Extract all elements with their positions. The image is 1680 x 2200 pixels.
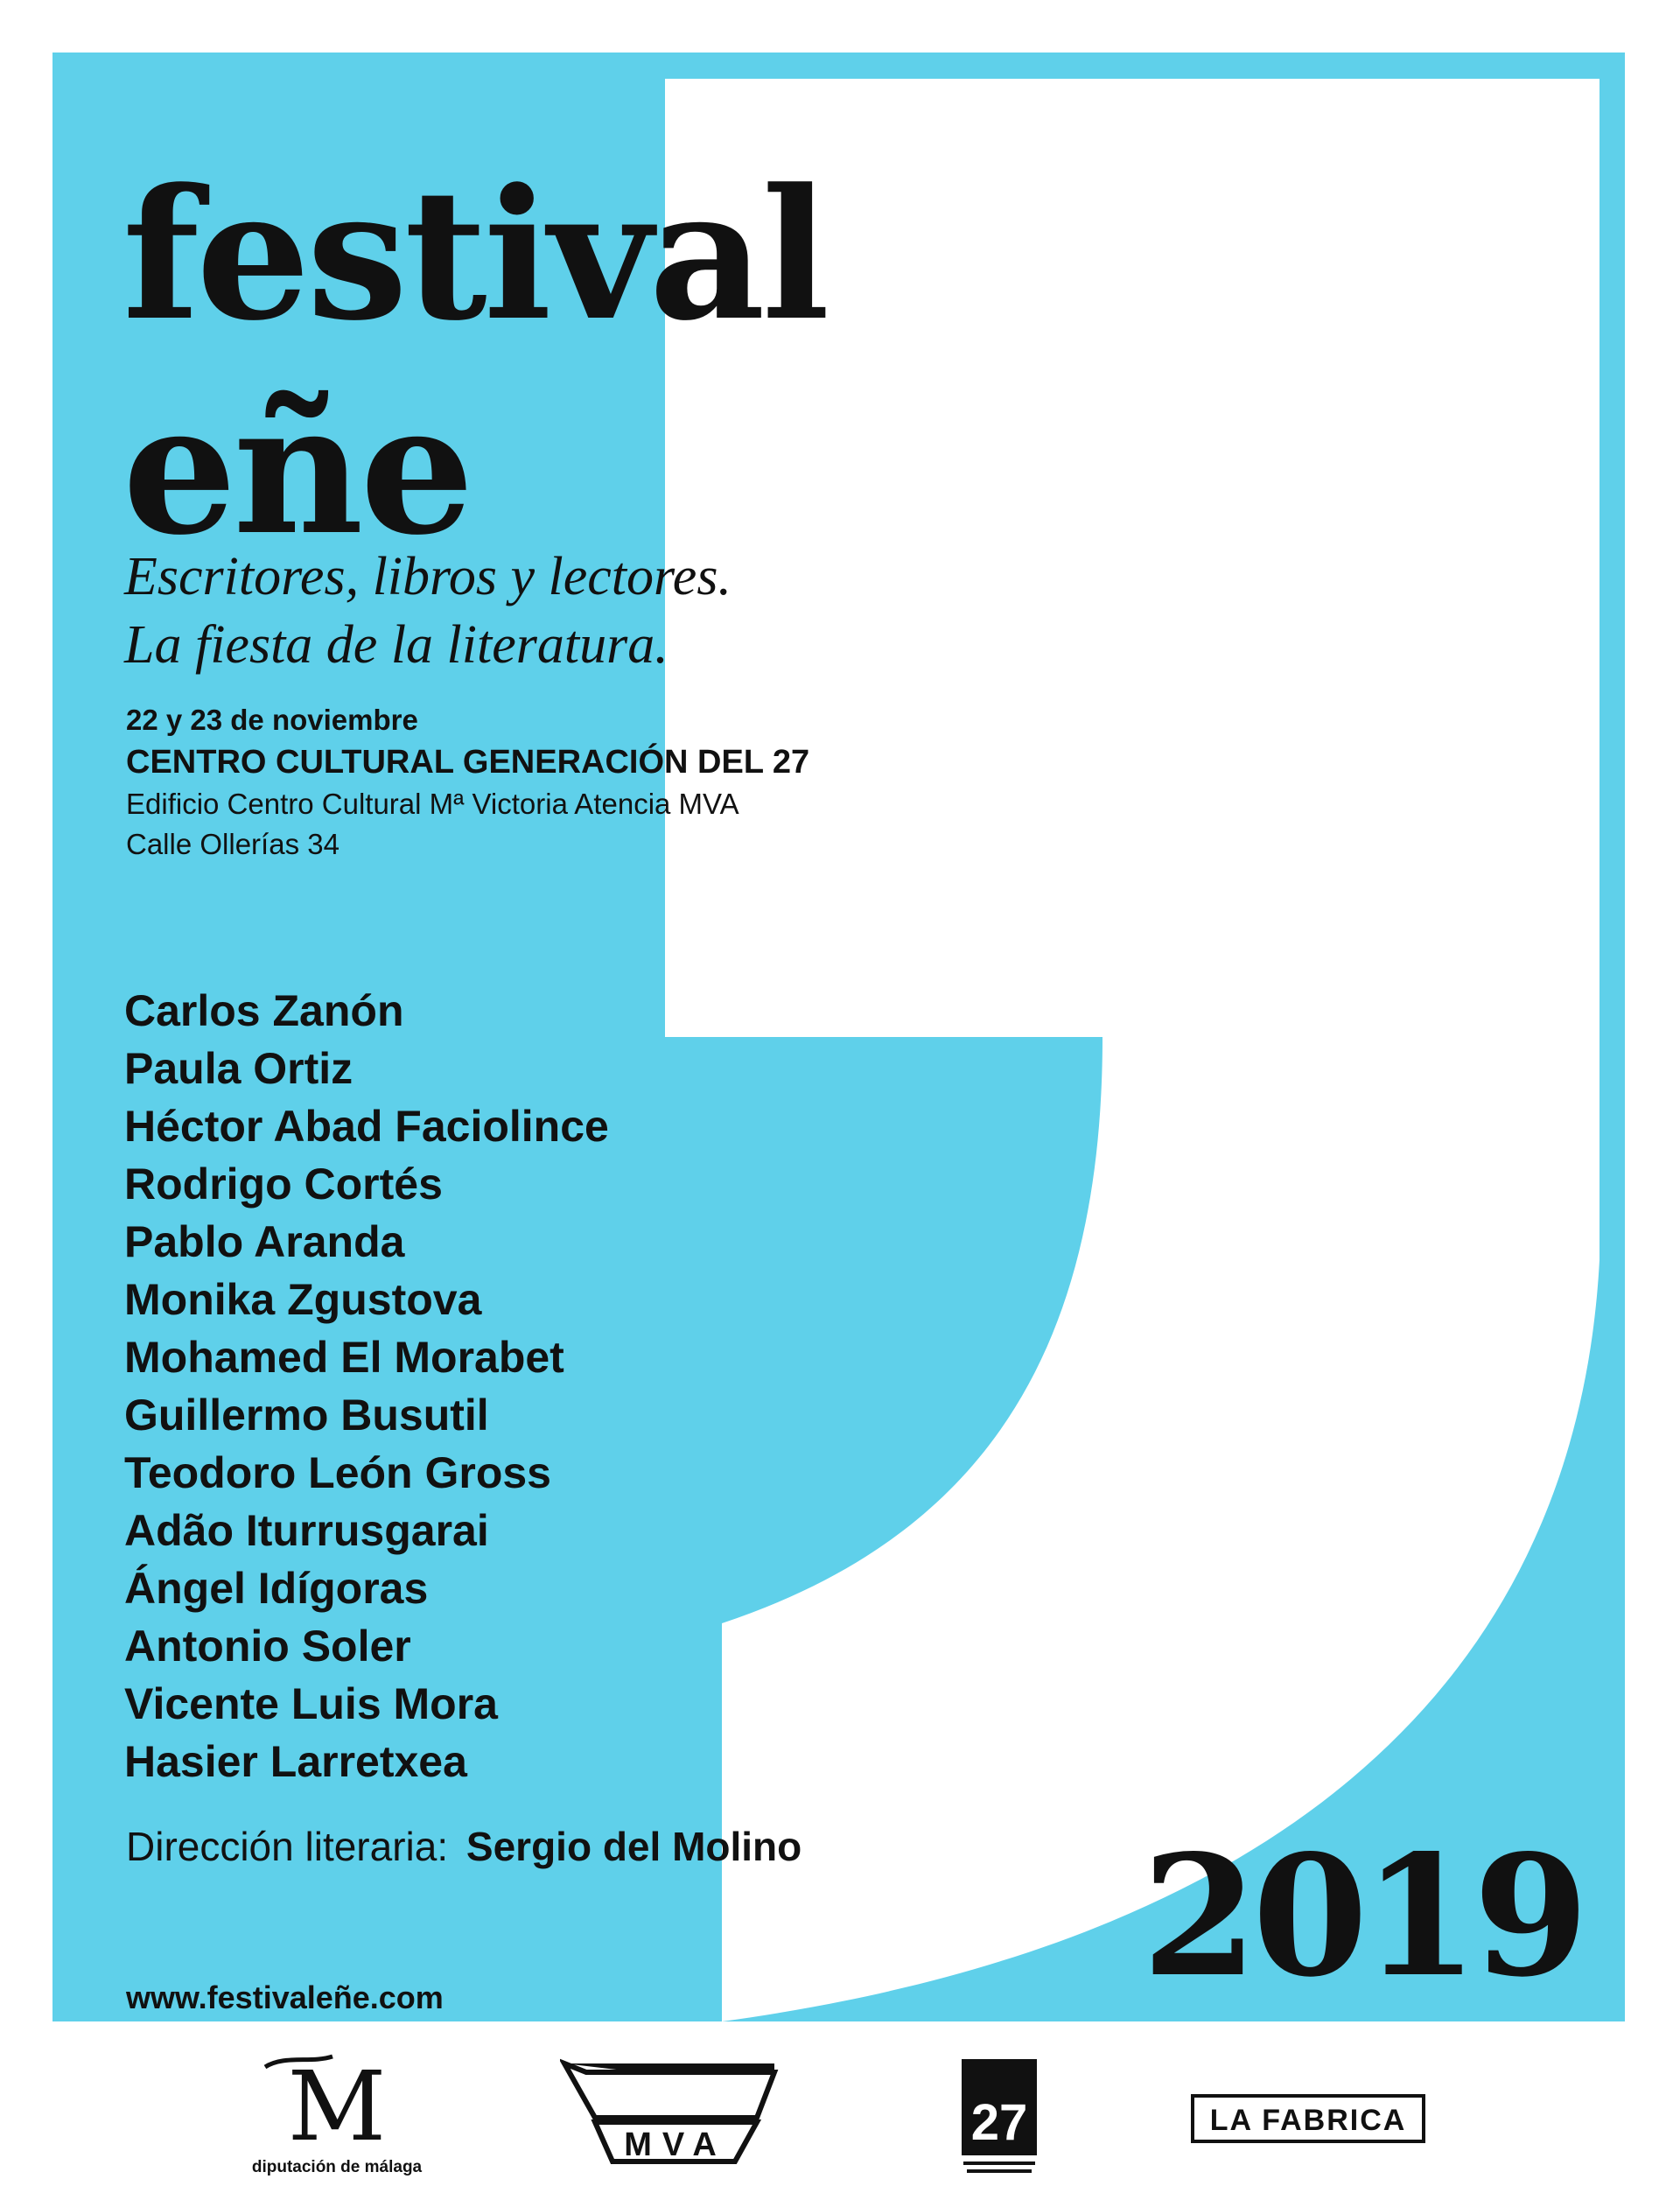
tagline — [124, 543, 732, 679]
author-item: Pablo Aranda — [124, 1217, 405, 1266]
diputacion-mark: M — [287, 2050, 387, 2162]
event-info — [126, 700, 809, 865]
festival-title — [122, 149, 826, 578]
director-label: Dirección literaria: — [126, 1824, 449, 1869]
author-item: Hasier Larretxea — [124, 1737, 467, 1786]
author-item: Guillermo Busutil — [124, 1391, 489, 1440]
la-fabrica-icon — [1190, 2093, 1426, 2146]
website-link[interactable]: www.festivaleñe.com — [126, 1979, 444, 2015]
author-item: Carlos Zanón — [124, 986, 404, 1035]
authors-list — [124, 982, 609, 1790]
author-item: Ángel Idígoras — [124, 1564, 429, 1613]
literary-director — [126, 1820, 802, 1873]
generacion-27-icon — [958, 2052, 1041, 2183]
author-item: Paula Ortiz — [124, 1044, 354, 1093]
author-item: Antonio Soler — [124, 1622, 411, 1671]
la-fabrica-text: LA FABRICA — [1209, 2104, 1407, 2137]
generacion-27-text: 27 — [970, 2094, 1028, 2151]
diputacion-text: diputación de málaga — [251, 2158, 423, 2176]
mva-icon — [560, 2056, 779, 2170]
author-item: Monika Zgustova — [124, 1275, 482, 1324]
director-name: Sergio del Molino — [466, 1824, 802, 1869]
event-address: Calle Ollerías 34 — [126, 828, 340, 860]
title-line-2: eñe — [122, 365, 471, 575]
generacion-27-logo — [958, 2052, 1041, 2183]
poster-background — [52, 53, 1625, 2021]
author-item: Adão Iturrusgarai — [124, 1506, 489, 1555]
diputacion-malaga-logo — [249, 2048, 424, 2179]
event-building: Edificio Centro Cultural Mª Victoria Atencia MVA — [126, 788, 739, 820]
event-dates: 22 y 23 de noviembre — [126, 704, 418, 736]
mva-text: MVA — [624, 2126, 727, 2163]
mva-logo — [560, 2056, 779, 2170]
la-fabrica-logo — [1190, 2093, 1426, 2146]
author-item: Mohamed El Morabet — [124, 1333, 564, 1382]
diputacion-malaga-icon — [249, 2048, 424, 2179]
event-venue: CENTRO CULTURAL GENERACIÓN DEL 27 — [126, 744, 810, 781]
sponsor-logos — [0, 2039, 1680, 2200]
author-item: Teodoro León Gross — [124, 1448, 551, 1497]
tagline-line-2: La fiesta de la literatura. — [124, 615, 668, 675]
festival-year: 2019 — [1142, 1818, 1584, 2014]
author-item: Héctor Abad Faciolince — [124, 1102, 609, 1151]
author-item: Rodrigo Cortés — [124, 1160, 443, 1209]
tagline-line-1: Escritores, libros y lectores. — [124, 547, 732, 606]
author-item: Vicente Luis Mora — [124, 1679, 498, 1728]
title-line-1: festival — [122, 151, 827, 361]
